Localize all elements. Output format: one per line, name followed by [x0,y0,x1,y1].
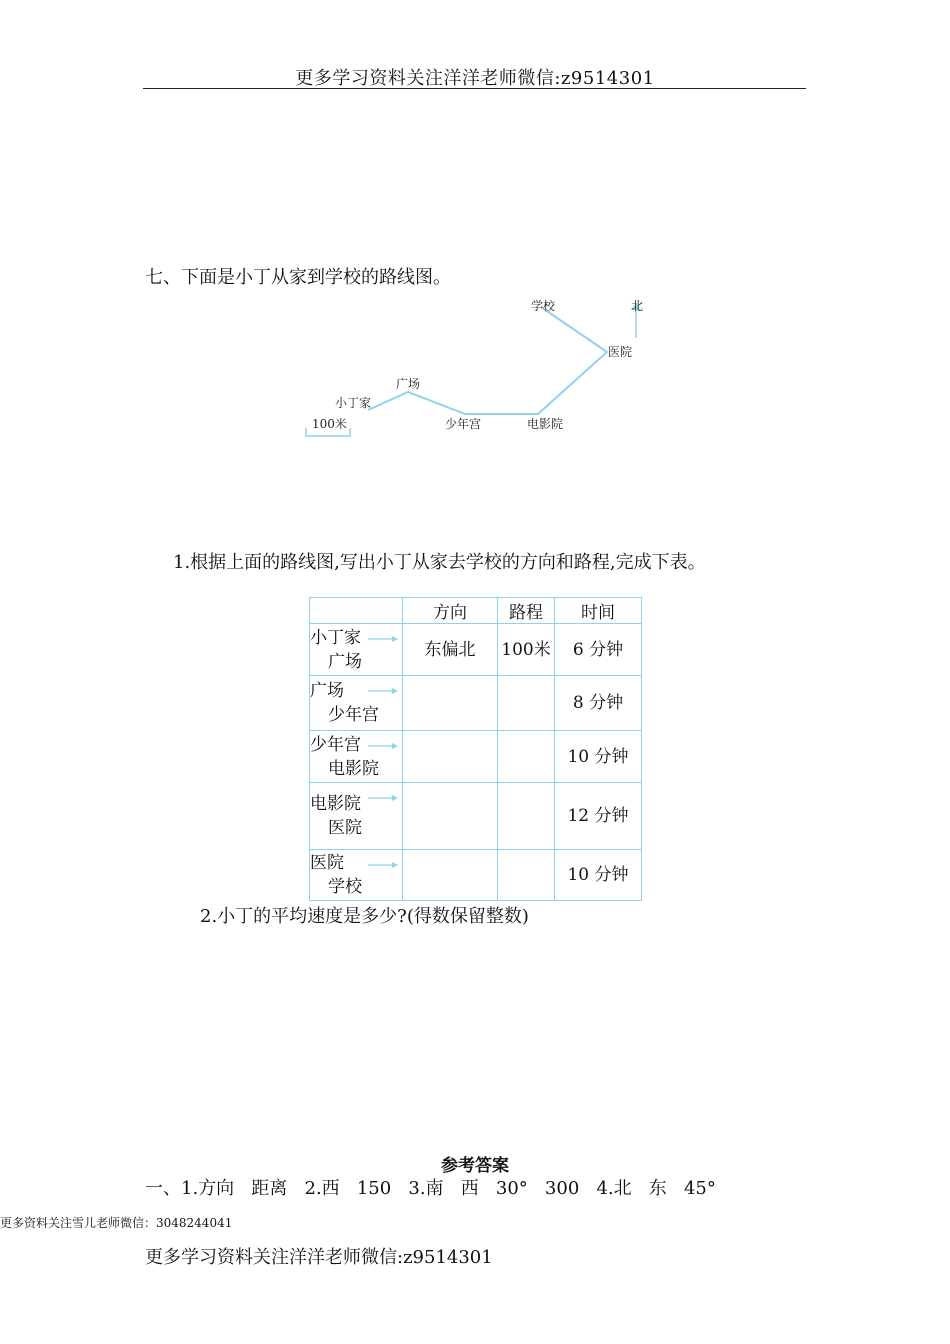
page-footer: 更多学习资料关注洋洋老师微信:z9514301 [145,1247,493,1268]
distance-cell: 100米 [498,624,555,676]
segment-from: 少年宫 [310,734,361,755]
question-1: 1.根据上面的路线图,写出小丁从家去学校的方向和路程,完成下表。 [173,552,706,573]
distance-cell [498,850,555,901]
time-cell: 10 分钟 [555,731,642,783]
segment-from: 小丁家 [310,627,361,648]
answer-title: 参考答案 [441,1156,509,1176]
place-label-school: 学校 [531,299,556,313]
table-header-row [310,598,642,624]
distance-cell [498,731,555,783]
segment-from: 医院 [310,853,344,873]
table-row [310,676,642,731]
answer-line: 一、1.方向 距离 2.西 150 3.南 西 30° 300 4.北 东 45° [145,1178,716,1199]
route-segment-cell [310,624,403,676]
place-label-home: 小丁家 [335,396,372,410]
segment-from: 广场 [310,681,344,701]
table-row [310,783,642,850]
distance-cell [498,783,555,850]
right-arrow-icon [368,794,398,802]
place-label-youth-palace: 少年宫 [445,417,482,431]
direction-cell [403,783,498,850]
side-note: 更多资料关注雪儿老师微信：3048244041 [0,1216,233,1230]
segment-to: 学校 [328,877,362,897]
place-label-cinema: 电影院 [527,417,564,431]
segment-to: 广场 [328,651,362,672]
segment-from: 电影院 [310,794,361,814]
route-segment-cell [310,676,403,731]
table-row [310,731,642,783]
direction-cell [403,731,498,783]
route-segment-cell [310,731,403,783]
route-segment-cell [310,850,403,901]
place-label-square: 广场 [396,377,421,391]
direction-cell [403,676,498,731]
table-row [310,624,642,676]
time-cell: 6 分钟 [555,624,642,676]
route-map [295,290,655,450]
time-cell: 8 分钟 [555,676,642,731]
right-arrow-icon [368,635,398,643]
direction-cell: 东偏北 [403,624,498,676]
route-table [309,597,642,901]
scale-label: 100米 [312,417,347,431]
table-header-cell: 时间 [555,598,642,624]
table-header-cell: 方向 [403,598,498,624]
segment-to: 少年宫 [328,705,379,725]
place-label-hospital: 医院 [608,345,633,359]
time-cell: 12 分钟 [555,783,642,850]
table-header-cell [310,598,403,624]
page-header: 更多学习资料关注洋洋老师微信:z9514301 [295,68,655,89]
time-cell: 10 分钟 [555,850,642,901]
route-line [368,307,607,414]
table-header-cell: 路程 [498,598,555,624]
distance-cell [498,676,555,731]
north-label: 北 [631,299,644,313]
right-arrow-icon [368,861,398,869]
segment-to: 医院 [328,818,362,838]
question-2: 2.小丁的平均速度是多少?(得数保留整数) [200,906,529,927]
right-arrow-icon [368,742,398,750]
route-segment-cell [310,783,403,850]
direction-cell [403,850,498,901]
table-row [310,850,642,901]
header-divider [143,88,806,89]
segment-to: 电影院 [328,758,379,779]
section-title: 七、下面是小丁从家到学校的路线图。 [145,267,451,288]
right-arrow-icon [368,687,398,695]
